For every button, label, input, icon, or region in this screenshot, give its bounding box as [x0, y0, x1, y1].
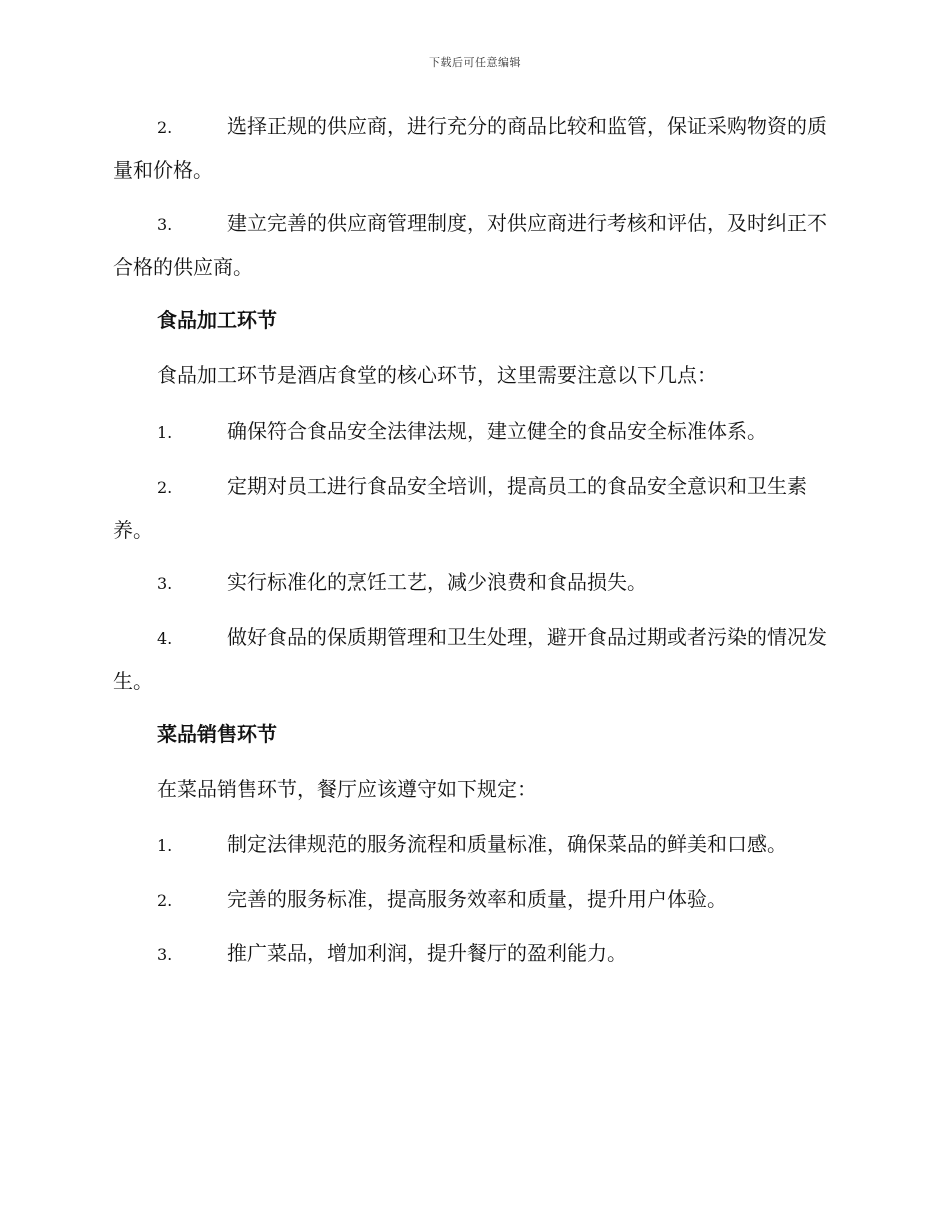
list-item: [113, 561, 835, 605]
list-number: 2.: [157, 478, 173, 497]
list-number: 2.: [157, 118, 173, 137]
list-number: 2.: [157, 891, 173, 910]
section-heading: 菜品销售环节: [157, 722, 277, 746]
list-text: 确保符合食品安全法律法规，建立健全的食品安全标准体系。: [227, 419, 767, 443]
list-text: 实行标准化的烹饪工艺，减少浪费和食品损失。: [227, 570, 647, 594]
list-number: 3.: [157, 215, 173, 234]
list-number: 1.: [157, 836, 173, 855]
list-item: [113, 410, 835, 454]
list-item: [113, 105, 835, 191]
list-item: [113, 878, 835, 922]
list-number: 4.: [157, 629, 173, 648]
list-text: 做好食品的保质期管理和卫生处理，避开食品过期或者污染的情况发生。: [113, 625, 827, 693]
list-item: [113, 616, 835, 702]
list-item: [113, 465, 835, 551]
list-item: [113, 823, 835, 867]
paragraph: 食品加工环节是酒店食堂的核心环节，这里需要注意以下几点：: [157, 363, 717, 387]
list-number: 3.: [157, 574, 173, 593]
section-heading: 食品加工环节: [157, 308, 277, 332]
list-item: [113, 932, 835, 976]
list-text: 制定法律规范的服务流程和质量标准，确保菜品的鲜美和口感。: [227, 832, 787, 856]
list-item: [113, 202, 835, 288]
list-text: 推广菜品，增加利润，提升餐厅的盈利能力。: [227, 941, 627, 965]
page-header: 下载后可任意编辑: [429, 56, 521, 69]
list-text: 完善的服务标准，提高服务效率和质量，提升用户体验。: [227, 887, 727, 911]
list-text: 建立完善的供应商管理制度，对供应商进行考核和评估，及时纠正不合格的供应商。: [113, 211, 827, 279]
list-number: 3.: [157, 945, 173, 964]
paragraph: 在菜品销售环节，餐厅应该遵守如下规定：: [157, 777, 537, 801]
list-number: 1.: [157, 423, 173, 442]
list-text: 选择正规的供应商，进行充分的商品比较和监管，保证采购物资的质量和价格。: [113, 114, 827, 182]
list-text: 定期对员工进行食品安全培训，提高员工的食品安全意识和卫生素养。: [113, 474, 807, 542]
